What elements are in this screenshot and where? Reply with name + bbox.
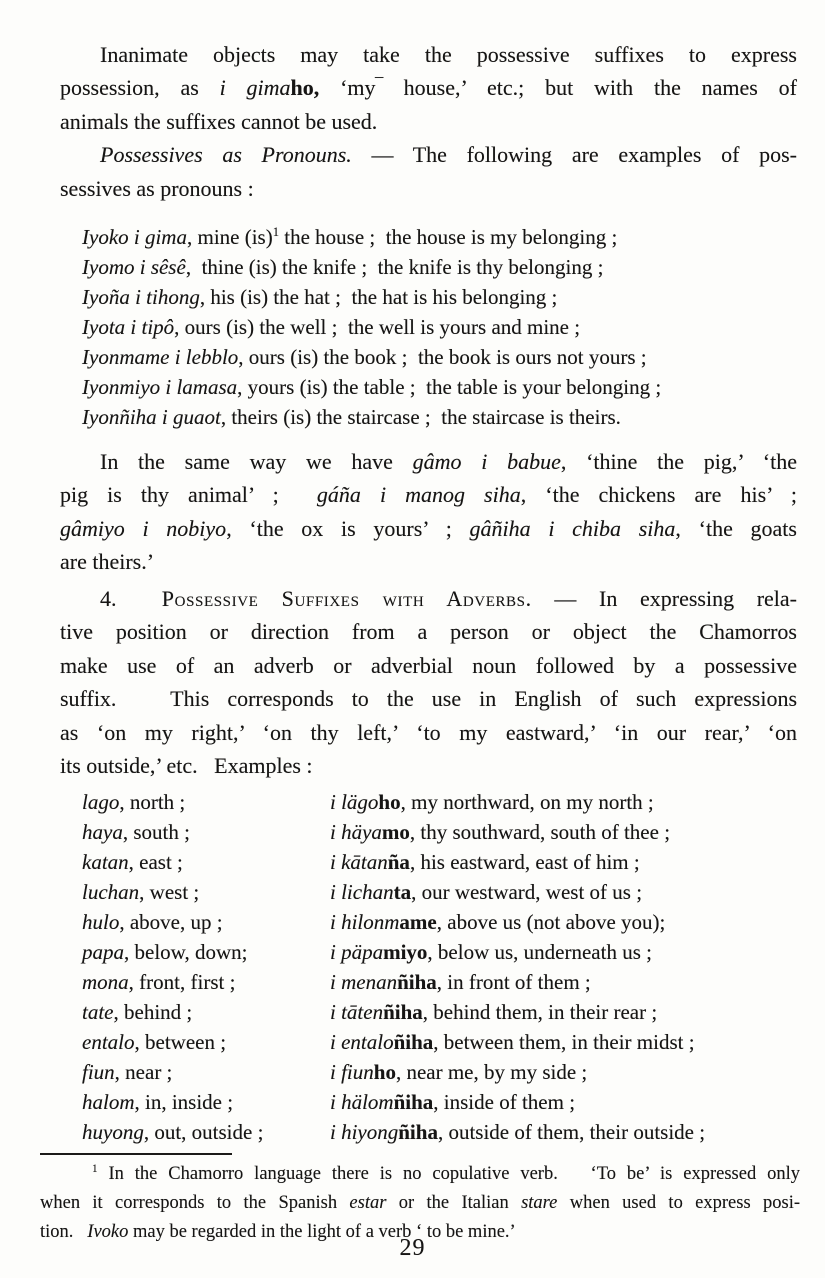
text-segment: i päpa [330,940,384,964]
text-segment: , north ; [119,790,186,814]
footnote-line [40,1189,800,1218]
text-segment: Possessive Suffixes with Adverbs. [161,586,532,611]
text-segment: , our westward, west of us ; [411,880,643,904]
adverb-cell [82,967,330,997]
text-segment: ñiha [393,1090,434,1114]
text-segment: , theirs (is) the staircase ; the staircase is theirs. [220,405,621,429]
text-line [60,71,797,104]
text-segment: i hälom [330,1090,394,1114]
example-cell [330,937,797,967]
possessive-pronoun-examples [82,222,794,432]
adverb-row [82,1057,797,1087]
example-cell [330,997,797,1027]
text-segment: 1 [272,225,280,239]
text-line [60,105,797,138]
text-segment: Inanimate objects may take the possessive suffixes to express [100,42,797,67]
text-segment: , near ; [114,1060,173,1084]
footnote [40,1160,800,1247]
example-cell [330,907,797,937]
text-line [60,749,797,782]
text-segment: Iyoña i tihong [82,285,200,309]
text-segment: the house ; the house is my belonging ; [279,225,618,249]
text-segment: — In expressing rela- [531,586,798,611]
text-segment: katan [82,850,129,874]
text-line [60,716,797,749]
example-line [82,372,794,402]
adverb-cell [82,877,330,907]
text-segment: Possessives as Pronouns. [100,142,352,168]
adverb-row [82,1117,797,1147]
text-segment: ta [393,880,412,904]
text-segment: gâmiyo i nobiyo [60,515,227,541]
text-segment: , yours (is) the table ; the table is your belonging ; [237,375,662,399]
text-segment: ‘my‾ house,’ etc.; but with the names of [319,75,797,101]
adverb-cell [82,997,330,1027]
text-segment: i gima [219,75,291,101]
footnote-separator [40,1153,232,1155]
adverb-cell [82,787,330,817]
text-segment: , in, inside ; [134,1090,234,1114]
text-segment: , below, down; [124,940,248,964]
text-segment: mona [82,970,129,994]
text-line [60,615,797,648]
text-segment: , ‘the ox is yours’ ; [226,515,470,541]
text-segment: i lichan [330,880,394,904]
text-segment: or the Italian [386,1193,522,1213]
text-segment: , his eastward, east of him ; [409,850,640,874]
section-4-paragraph [60,582,797,782]
text-segment: , ‘the goats [675,515,797,541]
text-segment: , thy southward, south of thee ; [409,820,671,844]
adverb-row [82,1027,797,1057]
page-number: 29 [399,1235,426,1261]
text-segment: i häya [330,820,382,844]
intro-paragraphs [60,38,797,205]
text-segment: possession, as [60,75,220,101]
adverb-cell [82,1027,330,1057]
adverb-cell [82,1087,330,1117]
text-segment: Iyonñiha i guaot [82,405,221,429]
text-segment: , south ; [122,820,190,844]
example-line [82,282,794,312]
text-segment: lago [82,790,120,814]
text-segment: ñiha [397,970,437,994]
text-segment: gáña i manog siha [316,482,521,508]
text-segment: pig is thy animal’ ; [60,482,317,508]
example-cell [330,1087,797,1117]
text-segment: , in front of them ; [436,970,591,994]
text-segment: i kātan [330,850,388,874]
adverb-row [82,1087,797,1117]
text-segment: , behind them, in their rear ; [422,1000,658,1024]
text-segment: — The following are examples of pos- [351,142,797,168]
text-segment: ña [387,850,410,874]
text-segment: i lägo [330,790,379,814]
text-line [60,445,797,478]
text-segment: Iyonmiyo i lamasa [82,375,238,399]
adverb-row [82,937,797,967]
text-segment: sessives as pronouns : [60,175,254,201]
text-segment: , outside of them, their outside ; [437,1120,706,1144]
text-segment: suffix. This corresponds to the use in English of such expressions [60,686,797,712]
text-segment: gâmo i babue [412,449,561,474]
example-line [82,222,794,252]
example-line [82,342,794,372]
example-cell [330,787,797,817]
example-cell [330,847,797,877]
text-segment: , out, outside ; [143,1120,264,1144]
text-segment: , front, first ; [128,970,236,994]
text-segment: ame [399,910,437,934]
text-segment: Iyonmame i lebblo [82,345,239,369]
text-segment: , inside of them ; [433,1090,576,1114]
text-segment: when it corresponds to the Spanish [40,1193,350,1213]
text-segment: , ‘thine the pig,’ ‘the [560,449,798,474]
section-heading-line [60,582,797,615]
text-segment: , between them, in their midst ; [433,1030,695,1054]
adverb-row [82,787,797,817]
adverb-row [82,907,797,937]
text-segment: animals the suffixes cannot be used. [60,108,378,134]
text-segment: miyo [383,940,428,964]
text-segment: its outside,’ etc. Examples : [60,753,313,779]
text-segment: fiun [82,1060,115,1084]
text-segment: tive position or direction from a person or object the Chamorros [60,619,797,645]
text-segment: , above, up ; [119,910,223,934]
text-line [60,512,797,545]
text-segment: ñiha [398,1120,438,1144]
text-segment: , ours (is) the well ; the well is yours and mine ; [174,315,581,339]
text-segment: 4. [100,586,162,611]
text-segment: haya [82,820,123,844]
text-line [60,172,797,205]
text-segment: , west ; [139,880,200,904]
adverb-row [82,877,797,907]
text-segment: Iyomo i sêsê [82,255,186,279]
text-line [60,649,797,682]
text-segment: , between ; [134,1030,227,1054]
text-line [60,682,797,715]
text-segment: Iyota i tipô [82,315,175,339]
text-segment: halom [82,1090,135,1114]
adverb-row [82,847,797,877]
text-segment: ho [373,1060,396,1084]
text-segment: tate [82,1000,114,1024]
text-segment: ho [378,790,401,814]
example-line [82,312,794,342]
adverb-cell [82,937,330,967]
text-segment: i hiyong [330,1120,399,1144]
text-line [60,38,797,71]
text-segment: , east ; [128,850,183,874]
text-segment: i tāten [330,1000,384,1024]
text-segment: papa [82,940,124,964]
text-segment: as ‘on my right,’ ‘on thy left,’ ‘to my eastward,’ ‘in our rear,’ ‘on [60,719,797,745]
text-segment: i entalo [330,1030,394,1054]
text-segment: , mine (is) [186,225,273,249]
text-segment: estar [349,1193,387,1213]
adverb-row [82,817,797,847]
example-cell [330,877,797,907]
text-segment: In the Chamorro language there is no copulative verb. ‘To be’ is expressed only [97,1164,800,1184]
text-segment: stare [521,1193,558,1213]
text-segment: , thine (is) the knife ; the knife is thy belonging ; [185,255,604,279]
example-line [82,252,794,282]
text-segment: i fiun [330,1060,374,1084]
adverb-cell [82,847,330,877]
text-segment: Ivoko [87,1222,129,1242]
adverb-row [82,967,797,997]
text-segment: may be regarded in the light of a verb ‘ to be mine.’ [128,1222,516,1242]
example-line [82,402,794,432]
example-cell [330,1027,797,1057]
example-cell [330,817,797,847]
text-segment: , my northward, on my north ; [400,790,654,814]
text-segment: i menan [330,970,398,994]
adverb-cell [82,817,330,847]
footnote-line [40,1160,800,1189]
adverb-cell [82,1117,330,1147]
text-segment: , above us (not above you); [436,910,666,934]
text-segment: gâñiha i chiba siha [469,515,676,541]
text-segment: tion. [40,1222,88,1242]
same-way-paragraph [60,445,797,579]
text-segment: ñiha [393,1030,434,1054]
text-segment: i hilonm [330,910,400,934]
text-segment: , ‘the chickens are his’ ; [520,482,797,508]
text-segment: are theirs.’ [60,549,155,575]
adverb-row [82,997,797,1027]
text-segment: when used to express posi- [557,1193,800,1213]
adverb-cell [82,1057,330,1087]
text-segment: hulo [82,910,120,934]
text-segment: Iyoko i gima [82,225,187,249]
text-segment: huyong [82,1120,144,1144]
text-segment: luchan [82,880,140,904]
example-cell [330,967,797,997]
example-cell [330,1057,797,1087]
text-segment: , near me, by my side ; [395,1060,588,1084]
text-segment: , behind ; [113,1000,193,1024]
text-segment: entalo [82,1030,135,1054]
text-segment: In the same way we have [100,449,413,474]
example-cell [330,1117,797,1147]
text-segment: , ours (is) the book ; the book is ours not yours ; [238,345,647,369]
text-segment: ho, [290,75,320,101]
adverb-cell [82,907,330,937]
text-segment: make use of an adverb or adverbial noun followed by a possessive [60,652,797,678]
adverb-examples-table [82,787,797,1147]
section-heading-line [60,138,797,171]
text-segment: ñiha [383,1000,423,1024]
text-line [60,545,797,578]
text-segment: , below us, underneath us ; [427,940,652,964]
text-segment: mo [381,820,410,844]
text-segment: , his (is) the hat ; the hat is his belonging ; [199,285,558,309]
text-segment: 1 [92,1162,98,1175]
text-line [60,478,797,511]
